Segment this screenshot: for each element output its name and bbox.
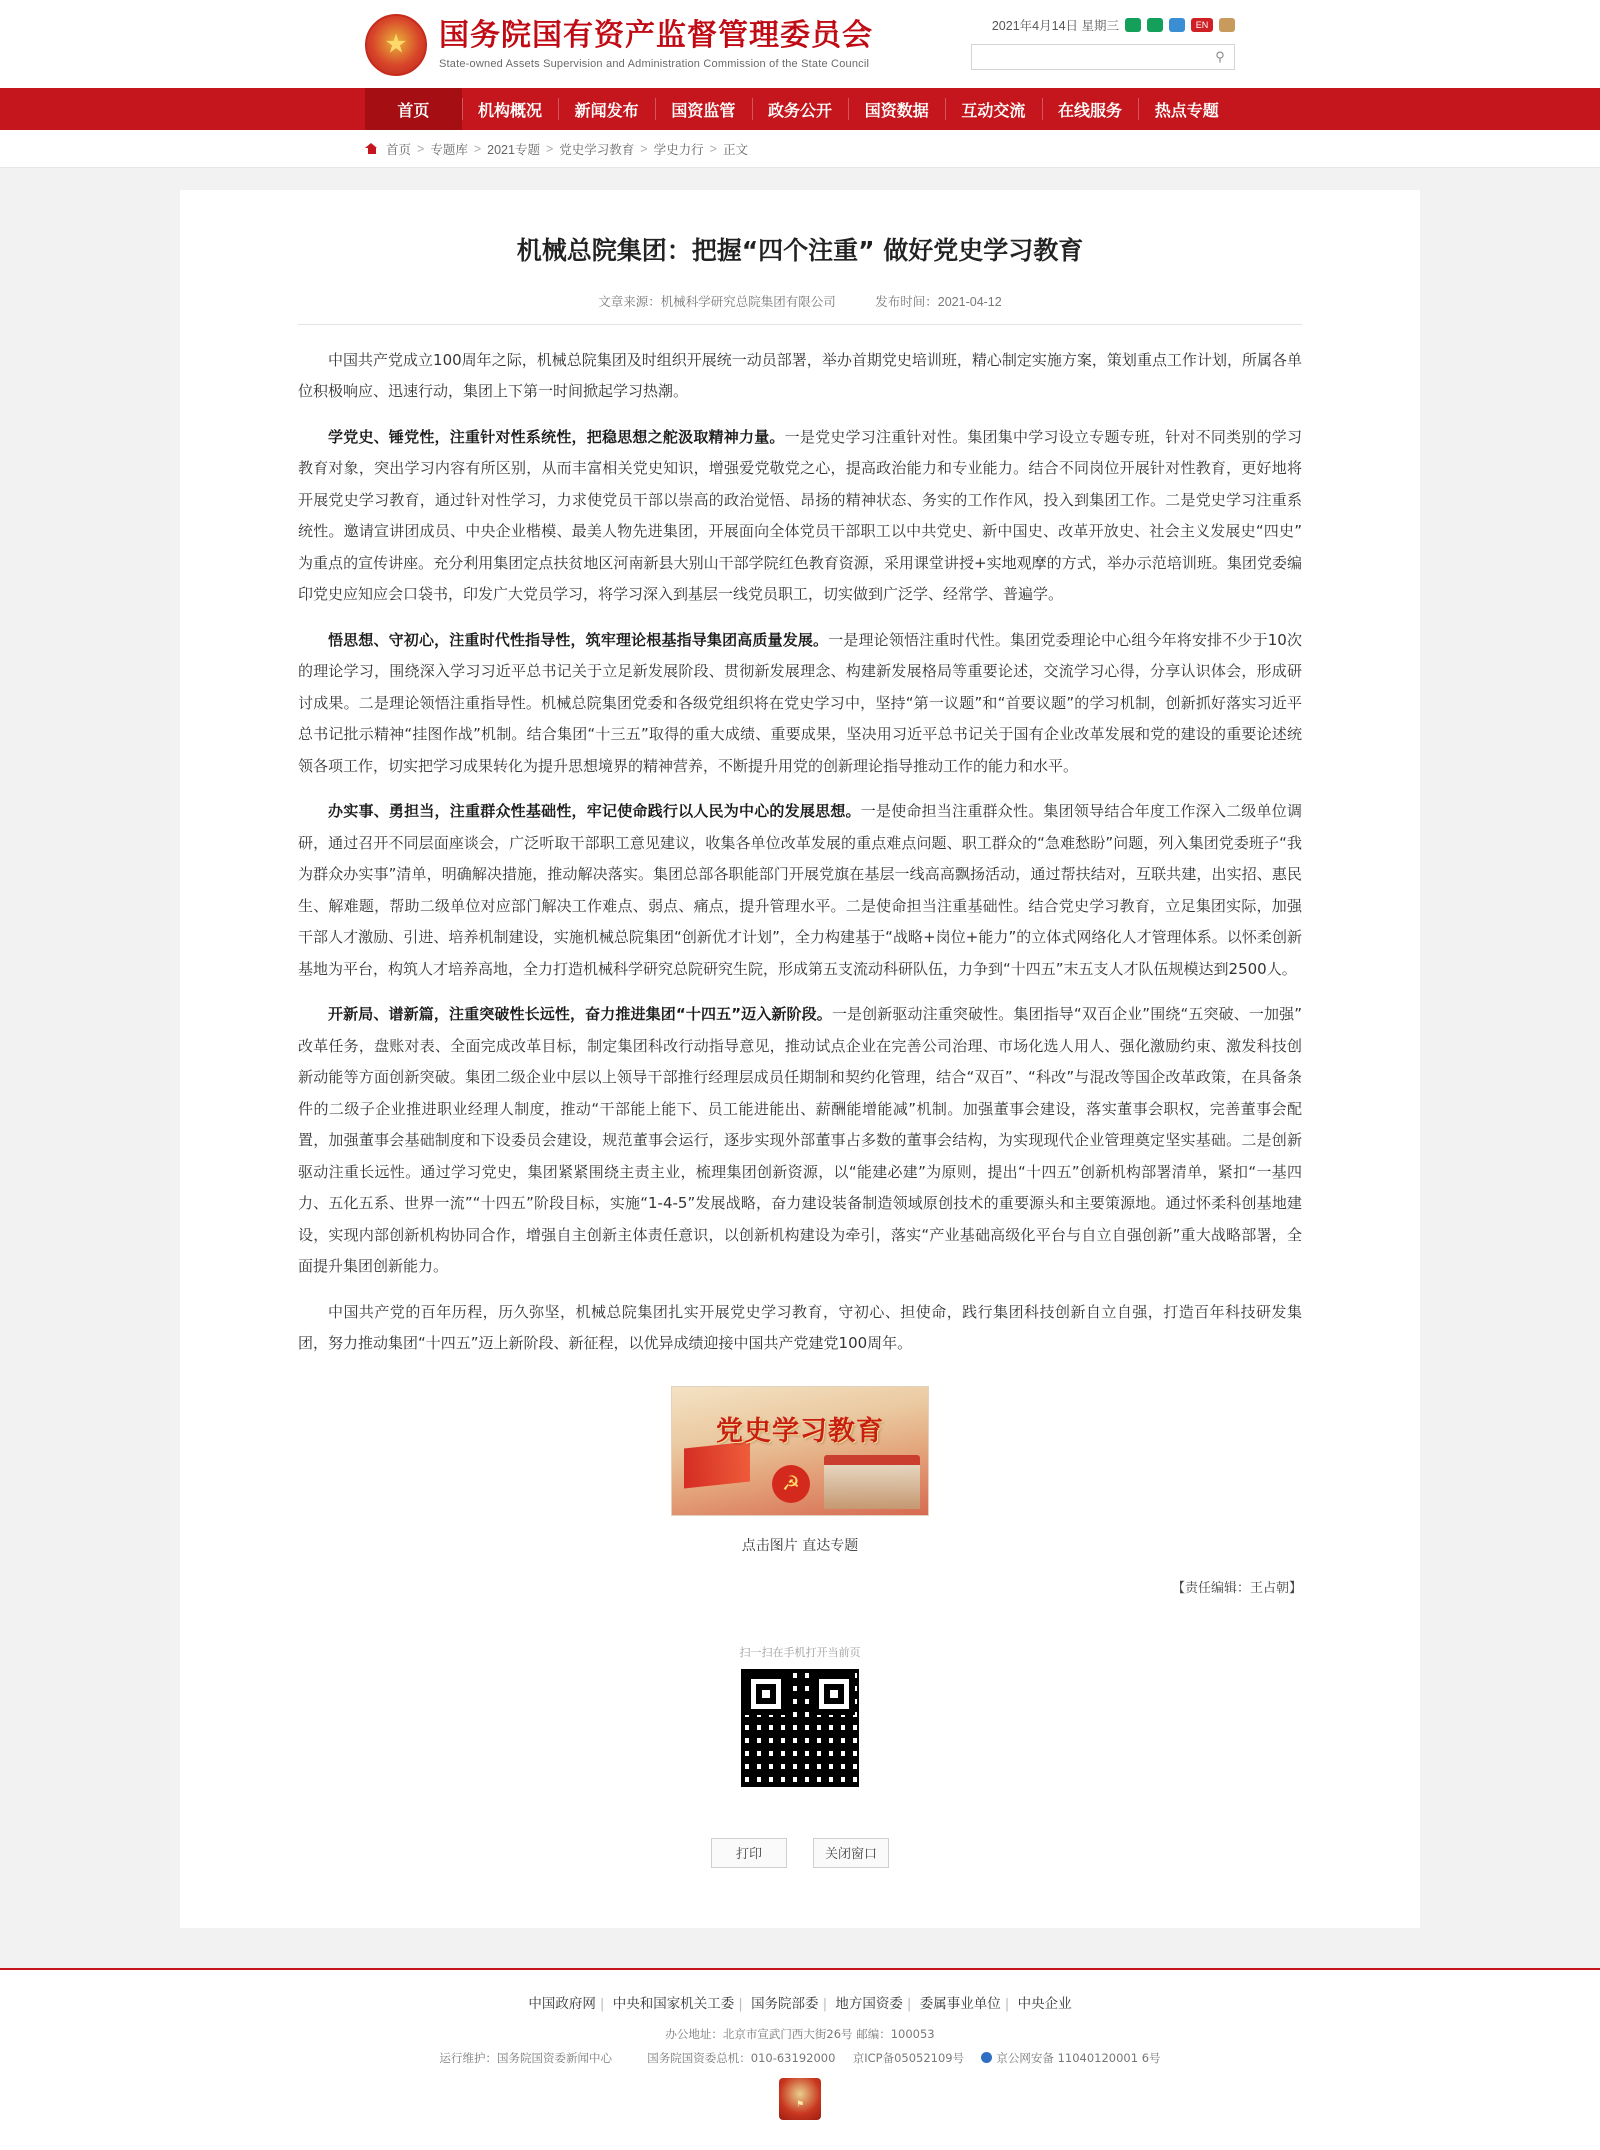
building-decoration-icon — [824, 1463, 920, 1509]
article-paragraph — [298, 625, 1302, 783]
footer-info-row — [0, 2050, 1600, 2066]
banner-caption[interactable]: 点击图片 直达专题 — [741, 1537, 859, 1554]
footer-police-record[interactable]: 京公网安备 11040120001 6号 — [996, 2050, 1161, 2065]
footer-address: 办公地址：北京市宣武门西大街26号 邮编：100053 — [665, 2026, 935, 2041]
paragraph-lead: 办实事、勇担当，注重群众性基础性，牢记使命践行以人民为中心的发展思想。 — [328, 802, 861, 820]
search-box[interactable] — [971, 44, 1235, 70]
footer-separator: | — [599, 1995, 605, 2012]
page-background — [0, 168, 1600, 1968]
footer-hotline: 国务院国资委总机：010-63192000 — [647, 2050, 836, 2065]
footer-link-gov[interactable]: 中国政府网 — [528, 1995, 596, 2012]
article-paragraph — [298, 422, 1302, 611]
police-badge-icon — [981, 2052, 992, 2063]
breadcrumb-separator: > — [545, 141, 554, 156]
nav-item-data[interactable]: 国资数据 — [848, 88, 945, 130]
header-utilities — [965, 16, 1235, 70]
nav-item-government-affairs[interactable]: 政务公开 — [752, 88, 849, 130]
footer-link-local-sasac[interactable]: 地方国资委 — [835, 1995, 903, 2012]
print-button[interactable]: 打印 — [711, 1838, 787, 1868]
footer-separator: | — [738, 1995, 743, 2012]
qr-block — [298, 1644, 1302, 1790]
nav-item-organization[interactable]: 机构概况 — [462, 88, 559, 130]
national-emblem-icon — [365, 14, 427, 76]
qr-hint: 扫一扫在手机打开当前页 — [739, 1646, 861, 1659]
site-header — [0, 0, 1600, 88]
article-body — [298, 325, 1302, 1360]
main-navigation — [0, 88, 1600, 130]
nav-item-topics[interactable]: 热点专题 — [1138, 88, 1235, 130]
footer-link-affiliated-units[interactable]: 委属事业单位 — [919, 1995, 1001, 2012]
paragraph-text: 中国共产党的百年历程，历久弥坚，机械总院集团扎实开展党史学习教育，守初心、担使命，践行集团科技创新自立自强，打造百年科技研发集团，努力推动集团“十四五”迈上新阶段、新征程，以优异成绩迎接中国共产党建党100周年。 — [298, 1302, 1302, 1352]
editor-credit: 【责任编辑：王占朝】 — [1171, 1580, 1302, 1596]
weibo-icon[interactable] — [1147, 18, 1163, 32]
paragraph-lead: 开新局、谱新篇，注重突破性长远性，奋力推进集团“十四五”迈入新阶段。 — [328, 1005, 832, 1023]
article-source: 文章来源：机械科学研究总院集团有限公司 — [598, 294, 836, 309]
breadcrumb-item-home[interactable]: 首页 — [386, 142, 412, 157]
breadcrumb-item-current: 正文 — [722, 142, 748, 157]
brand-title-cn: 国务院国有资产监督管理委员会 — [439, 18, 873, 54]
site-footer — [0, 1968, 1600, 2150]
footer-links — [0, 1992, 1600, 2012]
paragraph-text: 一是使命担当注重群众性。集团领导结合年度工作深入二级单位调研，通过召开不同层面座谈会，广泛听取干部职工意见建议，收集各单位改革发展的重点难点问题、职工群众的“急难愁盼”问题，列入集团党委班子“我为群众办实事”清单，明确解决措施，推动解决落实。集团总部各职能部门开展党旗在基层一线高高飘扬活动，通过帮扶结对，互联共建，出实招、惠民生、解难题，帮助二级单位对应部门解决工作难点、弱点、痛点，提升管理水平。二是使命担当注重基础性。结合党史学习教育，立足集团实际，加强干部人才激励、引进、培养机制建设，实施机械总院集团“创新优才计划”，全力构建基于“战略+岗位+能力”的立体式网络化人才管理体系。以怀柔创新基地为平台，构筑人才培养高地，全力打造机械科学研究总院研究生院，形成第五支流动科研队伍，力争到“十四五”末五支人才队伍规模达到2500人。 — [298, 802, 1302, 978]
breadcrumb-item-party-history[interactable]: 党史学习教育 — [559, 142, 635, 157]
accessibility-icon[interactable] — [1219, 18, 1235, 32]
party-emblem-icon: ☭ — [772, 1465, 810, 1503]
article-paragraph — [298, 345, 1302, 408]
footer-link-central-organs[interactable]: 中央和国家机关工委 — [612, 1995, 735, 2012]
nav-item-news[interactable]: 新闻发布 — [558, 88, 655, 130]
breadcrumb-separator: > — [640, 141, 648, 156]
breadcrumb — [365, 140, 748, 158]
close-window-button[interactable]: 关闭窗口 — [813, 1838, 889, 1868]
site-brand[interactable] — [365, 14, 873, 76]
article-card — [180, 190, 1420, 1928]
qr-code-image — [738, 1666, 862, 1790]
footer-maintainer: 运行维护：国务院国资委新闻中心 — [439, 2050, 612, 2065]
article-paragraph — [298, 796, 1302, 985]
page-title: 机械总院集团：把握“四个注重” 做好党史学习教育 — [516, 236, 1084, 265]
paragraph-text: 一是理论领悟注重时代性。集团党委理论中心组今年将安排不少于10次的理论学习，围绕深入学习习近平总书记关于立足新发展阶段、贯彻新发展理念、构建新发展格局等重要论述，交流学习心得，分享认识体会，形成研讨成果。二是理论领悟注重指导性。机械总院集团党委和各级党组织将在党史学习中，坚持“第一议题”和“首要议题”的学习机制，创新抓好落实习近平总书记批示精神“挂图作战”机制。结合集团“十三五”取得的重大成绩、重要成果，坚决用习近平总书记关于国有企业改革发展和党的建设的重要论述统领各项工作，切实把学习成果转化为提升思想境界的精神营养，不断提升用党的创新理论指导推动工作的能力和水平。 — [298, 630, 1302, 775]
nav-item-online-service[interactable]: 在线服务 — [1042, 88, 1139, 130]
current-date: 2021年4月14日 星期三 — [991, 19, 1119, 33]
article-publish-time: 发布时间：2021-04-12 — [875, 294, 1002, 309]
footer-link-central-enterprises[interactable]: 中央企业 — [1017, 1995, 1072, 2012]
brand-title-en: State-owned Assets Supervision and Administration Commission of the State Council — [439, 57, 870, 70]
search-input[interactable] — [972, 45, 1206, 69]
party-history-banner-image[interactable] — [671, 1386, 929, 1516]
wechat-icon[interactable] — [1125, 18, 1141, 32]
home-icon[interactable] — [365, 143, 378, 154]
footer-link-ministries[interactable]: 国务院部委 — [751, 1995, 819, 2012]
app-icon[interactable] — [1169, 18, 1185, 32]
flag-decoration-icon — [684, 1441, 750, 1488]
footer-separator: | — [1004, 1995, 1010, 2012]
banner-title: 党史学习教育 — [716, 1415, 884, 1447]
breadcrumb-item-practice[interactable]: 学史力行 — [653, 142, 704, 157]
breadcrumb-separator: > — [709, 141, 717, 156]
nav-item-interaction[interactable]: 互动交流 — [945, 88, 1042, 130]
topic-banner-wrap — [298, 1386, 1302, 1521]
article-paragraph — [298, 1297, 1302, 1360]
search-icon[interactable]: ⚲ — [1206, 45, 1234, 69]
paragraph-lead: 学党史、锤党性，注重针对性系统性，把稳思想之舵汲取精神力量。 — [328, 427, 785, 446]
footer-icp[interactable]: 京ICP备05052109号 — [852, 2050, 965, 2065]
breadcrumb-separator: > — [473, 141, 482, 156]
paragraph-lead: 悟思想、守初心，注重时代性指导性，筑牢理论根基指导集团高质量发展。 — [328, 630, 829, 649]
paragraph-text: 一是党史学习注重针对性。集团集中学习设立专题专班，针对不同类别的学习教育对象，突出学习内容有所区别，从而丰富相关党史知识，增强爱党敬党之心，提高政治能力和专业能力。结合不同岗位开展针对性教育，更好地将开展党史学习教育，通过针对性学习，力求使党员干部以崇高的政治觉悟、昂扬的精神状态、务实的工作作风，投入到集团工作。二是党史学习注重系统性。邀请宣讲团成员、中央企业楷模、最美人物先进集团，开展面向全体党员干部职工以中共党史、新中国史、改革开放史、社会主义发展史“四史”为重点的宣传讲座。充分利用集团定点扶贫地区河南新县大别山干部学院红色教育资源，采用课堂讲授+实地观摩的方式，举办示范培训班。集团党委编印党史应知应会口袋书，印发广大党员学习，将学习深入到基层一线党员职工，切实做到广泛学、经常学、普遍学。 — [298, 427, 1302, 603]
paragraph-text: 中国共产党成立100周年之际，机械总院集团及时组织开展统一动员部署，举办首期党史培训班，精心制定实施方案，策划重点工作计划，所属各单位积极响应、迅速行动，集团上下第一时间掀起学习热潮。 — [298, 350, 1302, 400]
footer-separator: | — [906, 1995, 912, 2012]
article-meta — [298, 292, 1302, 325]
nav-item-home[interactable]: 首页 — [365, 88, 462, 130]
paragraph-text: 一是创新驱动注重突破性。集团指导“双百企业”围绕“五突破、一加强”改革任务，盘账对表、全面完成改革目标，制定集团科改行动指导意见，推动试点企业在完善公司治理、市场化选人用人、强化激励约束、激发科技创新动能等方面创新突破。集团二级企业中层以上领导干部推行经理层成员任期制和契约化管理，结合“双百”、“科改”与混改等国企改革政策，在具备条件的二级子企业推进职业经理人制度，推动“干部能上能下、员工能进能出、薪酬能增能减”机制。加强董事会建设，落实董事会职权，完善董事会配置，加强董事会基础制度和下设委员会建设，规范董事会运行，逐步实现外部董事占多数的董事会结构，为实现现代企业管理奠定坚实基础。二是创新驱动注重长远性。通过学习党史，集团紧紧围绕主责主业，梳理集团创新资源，以“能建必建”为原则，提出“十四五”创新机构部署清单，紧扣“一基四力、五化五系、世界一流”“十四五”阶段目标，实施“1-4-5”发展战略，奋力建设装备制造领域原创技术的重要源头和主要策源地。通过怀柔科创基地建设，实现内部创新机构协同合作，增强自主创新主体责任意识，以创新机构建设为牵引，落实“产业基础高级化平台与自立自强创新”重大战略部署，全面提升集团创新能力。 — [298, 1005, 1302, 1275]
article-actions — [298, 1838, 1302, 1868]
government-website-seal[interactable]: ⚑ — [779, 2078, 821, 2120]
breadcrumb-bar — [0, 130, 1600, 168]
header-date-row — [965, 16, 1235, 34]
article-paragraph — [298, 999, 1302, 1283]
nav-item-supervision[interactable]: 国资监管 — [655, 88, 752, 130]
footer-separator: | — [822, 1995, 828, 2012]
breadcrumb-item-topic-library[interactable]: 专题库 — [430, 142, 468, 157]
language-switch[interactable]: EN — [1191, 18, 1213, 32]
breadcrumb-separator: > — [417, 141, 425, 156]
breadcrumb-item-2021-topics[interactable]: 2021专题 — [487, 142, 540, 157]
